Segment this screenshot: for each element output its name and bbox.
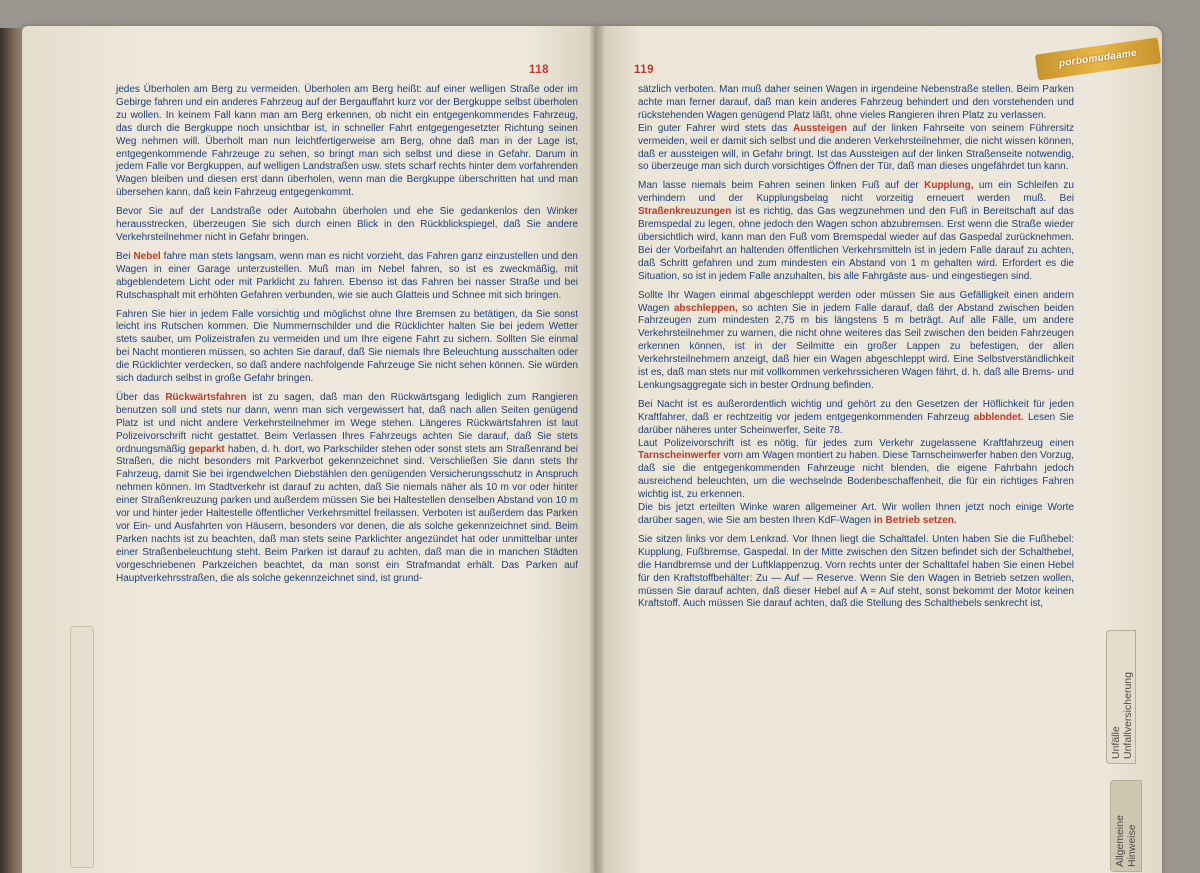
highlighted-term: Tarnscheinwerfer: [638, 450, 721, 462]
text-run: Man lasse niemals beim Fahren seinen linken Fuß auf der: [638, 180, 925, 192]
text-run: Laut Polizeivorschrift ist es nötig, für jedes zum Verkehr zugelassene Kraftfahrzeug einen: [638, 437, 1074, 449]
tab-accidents-label: [1110, 672, 1134, 759]
highlighted-term: geparkt: [188, 443, 225, 455]
highlighted-term: Nebel: [133, 250, 161, 262]
paragraph: [638, 84, 1074, 174]
highlighted-term: Rückwärtsfahren: [165, 391, 247, 403]
right-page-text: [638, 84, 1074, 617]
left-page-text: [116, 84, 578, 592]
highlighted-term: Kupplung,: [924, 180, 974, 192]
text-run: fahre man stets langsam, wenn man es nicht vorzieht, das Fahren ganz einzustellen und den Wagen in einer Garage unterzustellen. Muß man im Nebel fahren, so ist es zweckmäßig, mit abgeblendetem Licht oder mit Parklicht zu fahren. Ebenso ist das Fahren bei nasser Straße und bei Rutschasphalt mit erhöhten Gefahren verbunden, wie sie auch Glatteis und Schnee mit sich bringen.: [116, 250, 578, 301]
text-run: haben, d. h. dort, wo Parkschilder stehen oder sonst stets am Straßenrand bei Straßen, die nicht besonders mit Parkverbot gekennzeichnet sind. Verschließen Sie dann stets Ihr Fahrzeug, damit Sie bei irgendwelchen Diebstählen den genügenden Versicherungsschutz in Anspruch nehmen können. Im Stadtverkehr ist darauf zu achten, daß Sie niemals näher als 10 m vor oder hinter einer Straßenkreuzung parken und außerdem müssen Sie bei Haltestellen denselben Abstand von 10 m vor und hinter jeder Haltestelle öffentlicher Verkehrsmittel freilassen. Verboten ist außerdem das Parken vor Ein- und Ausfahrten von Häusern, besonders vor denen, die als solche gekennzeichnet sind. Beim Parken nachts ist zu beachten, daß man stets seine Parklichter angezündet hat oder unmittelbar unter einer Straßenbeleuchtung steht. Beim Parken ist darauf zu achten, daß man die in manchen Städten vorgeschriebenen Parkzeichen beachtet, da man sonst ein Strafmandat erhält. Das Parken auf Hauptverkehrsstraßen, die als solche gekennzeichnet sind, ist grund-: [116, 443, 579, 584]
tab-label-line: Unfälle: [1110, 726, 1122, 759]
tab-general-notes-label: [1114, 815, 1138, 867]
paragraph: [638, 290, 1074, 393]
paragraph: [638, 534, 1074, 611]
watermark-logo: porbomudaame: [1035, 37, 1161, 80]
right-page: [596, 26, 1162, 873]
highlighted-term: in Betrieb setzen.: [873, 515, 957, 526]
paragraph: [116, 251, 578, 303]
text-run: ist zu sagen, daß man den Rückwärtsgang lediglich zum Rangieren benutzen soll und stets nur dann, wenn man sich vergewissert hat, daß nach allen Seiten genügend Platz ist und nicht andere Verkehrsteilnehmer im Wege stehen. Längeres Rückwärtsfahren ist laut Polizeivorschrift nicht gestattet. Beim Verlassen Ihres Fahrzeugs achten Sie darauf, daß Sie stets ordnungsmäßig: [116, 391, 579, 455]
text-run: vorn am Wagen montiert zu haben. Diese Tarnscheinwerfer haben den Vorzug, daß sie die entgegenkommenden Fahrzeuge nicht blenden, die eigene Fahrbahn jedoch ausreichend beleuchten, um die wechselnde Bodenbeschaffenheit, die für ein richtiges Fahren wichtig ist, zu erkennen.: [638, 450, 1074, 501]
highlighted-term: Straßenkreuzungen: [638, 206, 732, 218]
paragraph: [116, 84, 578, 200]
highlighted-term: Aussteigen: [792, 122, 847, 134]
text-run: Bei Nacht ist es außerordentlich wichtig und gehört zu den Gesetzen der Höflichkeit für jeden Kraftfahrer, daß er rechtzeitig vor jedem entgegenkommenden Fahrzeug: [638, 398, 1074, 423]
paragraph: [638, 399, 1074, 528]
tab-general-notes[interactable]: [1110, 780, 1142, 872]
page-number-right: 119: [634, 64, 655, 76]
text-run: Sie sitzen links vor dem Lenkrad. Vor Ihnen liegt die Schalttafel. Unten haben Sie die Fußhebel: Kupplung, Fußbremse, Gaspedal. In der Mitte zwischen den Sitzen befindet sich der Schalthebel, die Handbremse und der Luftklappenzug. Vorn rechts unter der Schalttafel haben Sie einen Hebel für den Kraftstoffbehälter: Zu — Auf — Reserve. Wenn Sie den Wagen in Betrieb setzen wollen, müssen Sie darauf achten, daß dieser Hebel auf A = Auf steht, sonst bekommt der Motor keinen Kraftstoff. Auch müssen Sie darauf achten, daß die Stellung des Schalthebels senkrecht ist,: [638, 533, 1074, 610]
text-run: sätzlich verboten. Man muß daher seinen Wagen in irgendeine Nebenstraße stellen. Beim Parken achte man ferner darauf, daß man kein anderes Fahrzeug behindert und den vorstehenden und rückstehenden Wagen genügend Platz läßt, ohne vieles Rangieren ihren Platz zu verlassen.: [638, 84, 1074, 121]
text-run: ist es richtig, das Gas wegzunehmen und den Fuß in Bereitschaft auf das Bremspedal zu legen, ohne jedoch den Wagen schon abzubremsen. Erst wenn die Straße wieder übersichtlich wird, kann man den Fuß vom Bremspedal wieder auf das Gaspedal zurücknehmen. Bei der Vorbeifahrt an haltenden öffentlichen Verkehrsmitteln ist in jedem Falle darauf zu achten, daß Schritt gefahren und zum mindesten ein Abstand von 1 m gehalten wird. Erfordert es die Situation, so ist in jedem Falle anzuhalten, bis alle Fahrgäste aus- und eingestiegen sind.: [638, 206, 1074, 282]
paragraph: [116, 309, 578, 386]
text-run: Über das: [116, 391, 166, 403]
text-run: Ein guter Fahrer wird stets das: [638, 122, 793, 134]
page-number-left: 118: [529, 64, 550, 76]
paragraph: [638, 180, 1074, 283]
text-run: so achten Sie in jedem Falle darauf, daß der Abstand zwischen beiden Fahrzeugen zum mindesten 2,75 m bis längstens 5 m beträgt. Auf alle Fälle, um andere Verkehrsteilnehmer zu warnen, die nicht ohne weiteres das Seil zwischen den beiden Fahrzeugen erkennen können, ist in der Seilmitte ein großer Lappen zu befestigen, der allen Verkehrsteilnehmern anzeigt, daß hier ein Wagen abgeschleppt wird. Eine Selbstverständlichkeit ist es, daß man stets nur mit vollkommen verkehrssicheren Wagen fährt, d. h. daß alle Brems- und Lenkungsaggregate sich in bester Ordnung befinden.: [638, 302, 1074, 391]
highlighted-term: abschleppen,: [673, 302, 738, 314]
text-run: Fahren Sie hier in jedem Falle vorsichtig und möglichst ohne Ihre Bremsen zu betätigen, da Sie sonst leicht ins Rutschen kommen. Die Nummernschilder und die Rücklichter halten Sie bei jedem Wetter stets sauber, um Polizeistrafen zu vermeiden und um Ihre eigene Fahrt zu sichern. Sollten Sie einmal bei Nacht montieren müssen, so achten Sie darauf, daß Sie niemals Ihre Beleuchtung ausschalten oder die Rücklichter verdecken, so daß andere nachfolgende Fahrzeuge Sie nicht sehen können. Sie würden sich dadurch selbst in große Gefahr bringen.: [116, 308, 578, 385]
left-page: [22, 26, 596, 873]
paragraph: [116, 392, 578, 586]
tab-accidents[interactable]: [1106, 630, 1136, 764]
text-run: jedes Überholen am Berg zu vermeiden. Überholen am Berg heißt: auf einer welligen Straße oder im Gebirge fahren und ein anderes Fahrzeug auf der Bergauffahrt kurz vor der Bergkuppe selbst überholen zu wollen. In keinem Fall kann man am Berg erkennen, ob nicht ein entgegenkommendes Fahrzeug, das durch die Bergkuppe noch unsichtbar ist, in schneller Fahrt entgegengesetzter Richtung seinen Weg nehmen will. Überholt man nun leichtfertigerweise am Berg, ohne daß man in der Lage ist, entgegenkommende Fahrzeuge zu sehen, so bringt man sich selbst und diese in Gefahr. Darum in jedem Falle vor Bergkuppen, auf welligen Landstraßen usw. stets scharf rechts hinter dem vorfahrenden Wagen bleiben und diesen erst dann überholen, wenn man die Bergkuppe überschritten hat und man übersehen kann, daß kein Fahrzeug entgegenkommt.: [116, 84, 578, 199]
text-run: Sollte Ihr Wagen einmal abgeschleppt werden oder müssen Sie aus Gefälligkeit einen andern Wagen: [638, 289, 1074, 314]
text-run: Bei: [116, 250, 134, 262]
tab-label-line: Hinweise: [1126, 824, 1138, 867]
page-margin-strip: [70, 626, 94, 868]
text-run: um ein Schleifen zu verhindern und der Kupplungsbelag nicht vorzeitig erneuert werden muß. Bei: [638, 180, 1074, 205]
text-run: Lesen Sie darüber näheres unter Scheinwerfer, Seite 78.: [638, 411, 1074, 436]
tab-label-line: Unfallversicherung: [1122, 672, 1134, 759]
text-run: Bevor Sie auf der Landstraße oder Autobahn überholen und ehe Sie gedankenlos den Winker herausstrecken, überzeugen Sie sich durch einen Blick in den Rückblickspiegel, daß Sie andere Verkehrsteilnehmer nicht in Gefahr bringen.: [116, 206, 578, 243]
text-run: Die bis jetzt erteilten Winke waren allgemeiner Art. Wir wollen Ihnen jetzt noch einige Worte darüber sagen, wie Sie am besten Ihren KdF-Wagen: [638, 502, 1074, 526]
book-gutter: [590, 26, 604, 873]
paragraph: [116, 206, 578, 245]
text-run: auf der linken Fahrseite von seinem Führersitz vermeiden, weil er damit sich selbst und die anderen Verkehrsteilnehmer, die nicht wissen können, daß er aussteigen will, in Gefahr bringt. Ist das Aussteigen auf der linken Straßenseite notwendig, so überzeuge man sich durch vorsichtiges Öffnen der Tür, daß man dieses ungefährdet tun kann.: [638, 122, 1074, 173]
highlighted-term: abblendet.: [973, 411, 1024, 423]
tab-label-line: Allgemeine: [1114, 815, 1126, 867]
